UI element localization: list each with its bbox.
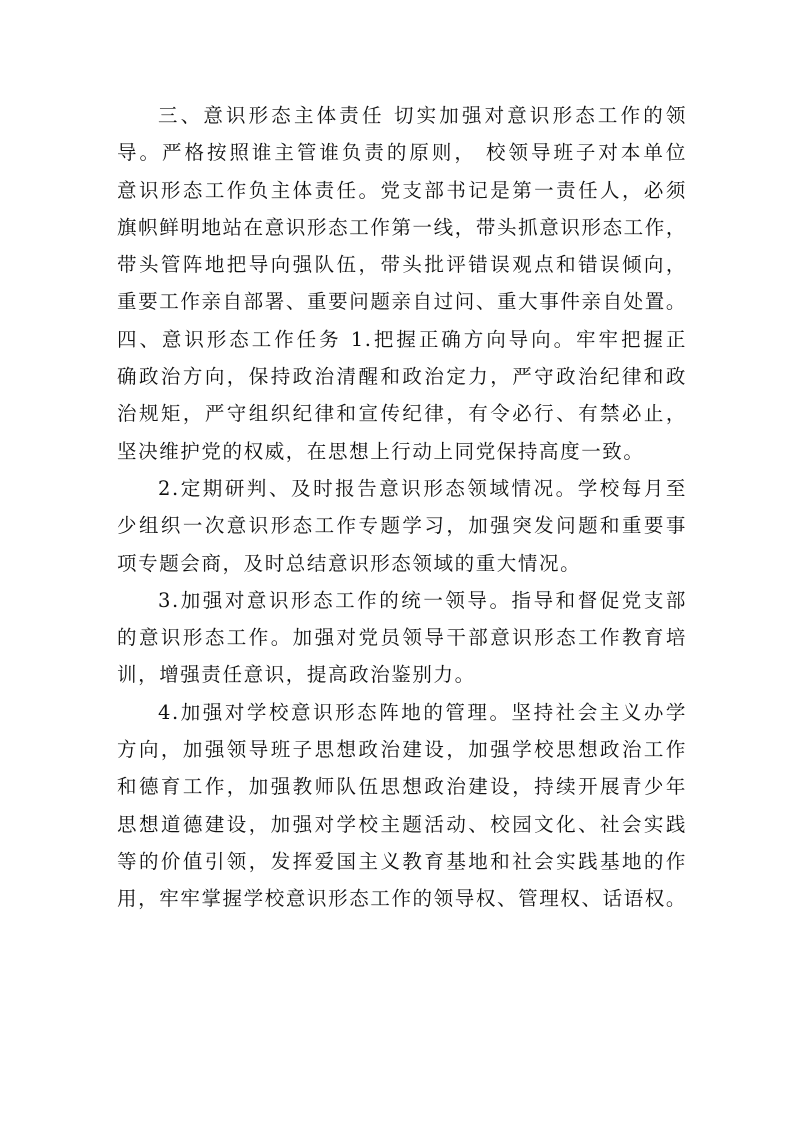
text-line-21: 等的价值引领，发挥爱国主义教育基地和社会实践基地的作 — [117, 849, 687, 873]
text-line-11: 2.定期研判、及时报告意识形态领域情况。学校每月至 — [158, 476, 687, 500]
text-line-15: 的意识形态工作。加强对党员领导干部意识形态工作教育培 — [117, 626, 687, 650]
text-line-8: 确政治方向，保持政治清醒和政治定力，严守政治纪律和政 — [117, 365, 687, 389]
text-line-16: 训，增强责任意识，提高政治鉴别力。 — [117, 663, 476, 687]
text-line-17: 4.加强对学校意识形态阵地的管理。坚持社会主义办学 — [158, 700, 687, 724]
text-line-3: 意识形态工作负主体责任。党支部书记是第一责任人，必须 — [117, 178, 687, 202]
text-line-2: 导。严格按照谁主管谁负责的原则， 校领导班子对本单位 — [117, 141, 687, 165]
text-line-20: 思想道德建设，加强对学校主题活动、校园文化、社会实践 — [117, 812, 687, 836]
document-body — [117, 97, 687, 918]
text-line-14: 3.加强对意识形态工作的统一领导。指导和督促党支部 — [158, 588, 687, 612]
text-line-12: 少组织一次意识形态工作专题学习，加强突发问题和重要事 — [117, 514, 687, 538]
text-line-6: 重要工作亲自部署、重要问题亲自过问、重大事件亲自处置。 — [117, 290, 687, 314]
text-line-13: 项专题会商，及时总结意识形态领域的重大情况。 — [117, 551, 582, 575]
text-line-22: 用，牢牢掌握学校意识形态工作的领导权、管理权、话语权。 — [117, 887, 687, 911]
text-line-7: 四、意识形态工作任务 1.把握正确方向导向。牢牢把握正 — [117, 327, 687, 351]
text-line-4: 旗帜鲜明地站在意识形态工作第一线，带头抓意识形态工作， — [117, 215, 687, 239]
text-line-10: 坚决维护党的权威，在思想上行动上同党保持高度一致。 — [117, 439, 645, 463]
text-line-19: 和德育工作，加强教师队伍思想政治建设，持续开展青少年 — [117, 775, 687, 799]
text-line-1: 三、意识形态主体责任 切实加强对意识形态工作的领 — [158, 104, 687, 127]
text-line-9: 治规矩，严守组织纪律和宣传纪律，有令必行、有禁必止， — [117, 402, 687, 426]
text-line-5: 带头管阵地把导向强队伍，带头批评错误观点和错误倾向， — [117, 253, 687, 277]
text-line-18: 方向，加强领导班子思想政治建设，加强学校思想政治工作 — [117, 738, 687, 762]
